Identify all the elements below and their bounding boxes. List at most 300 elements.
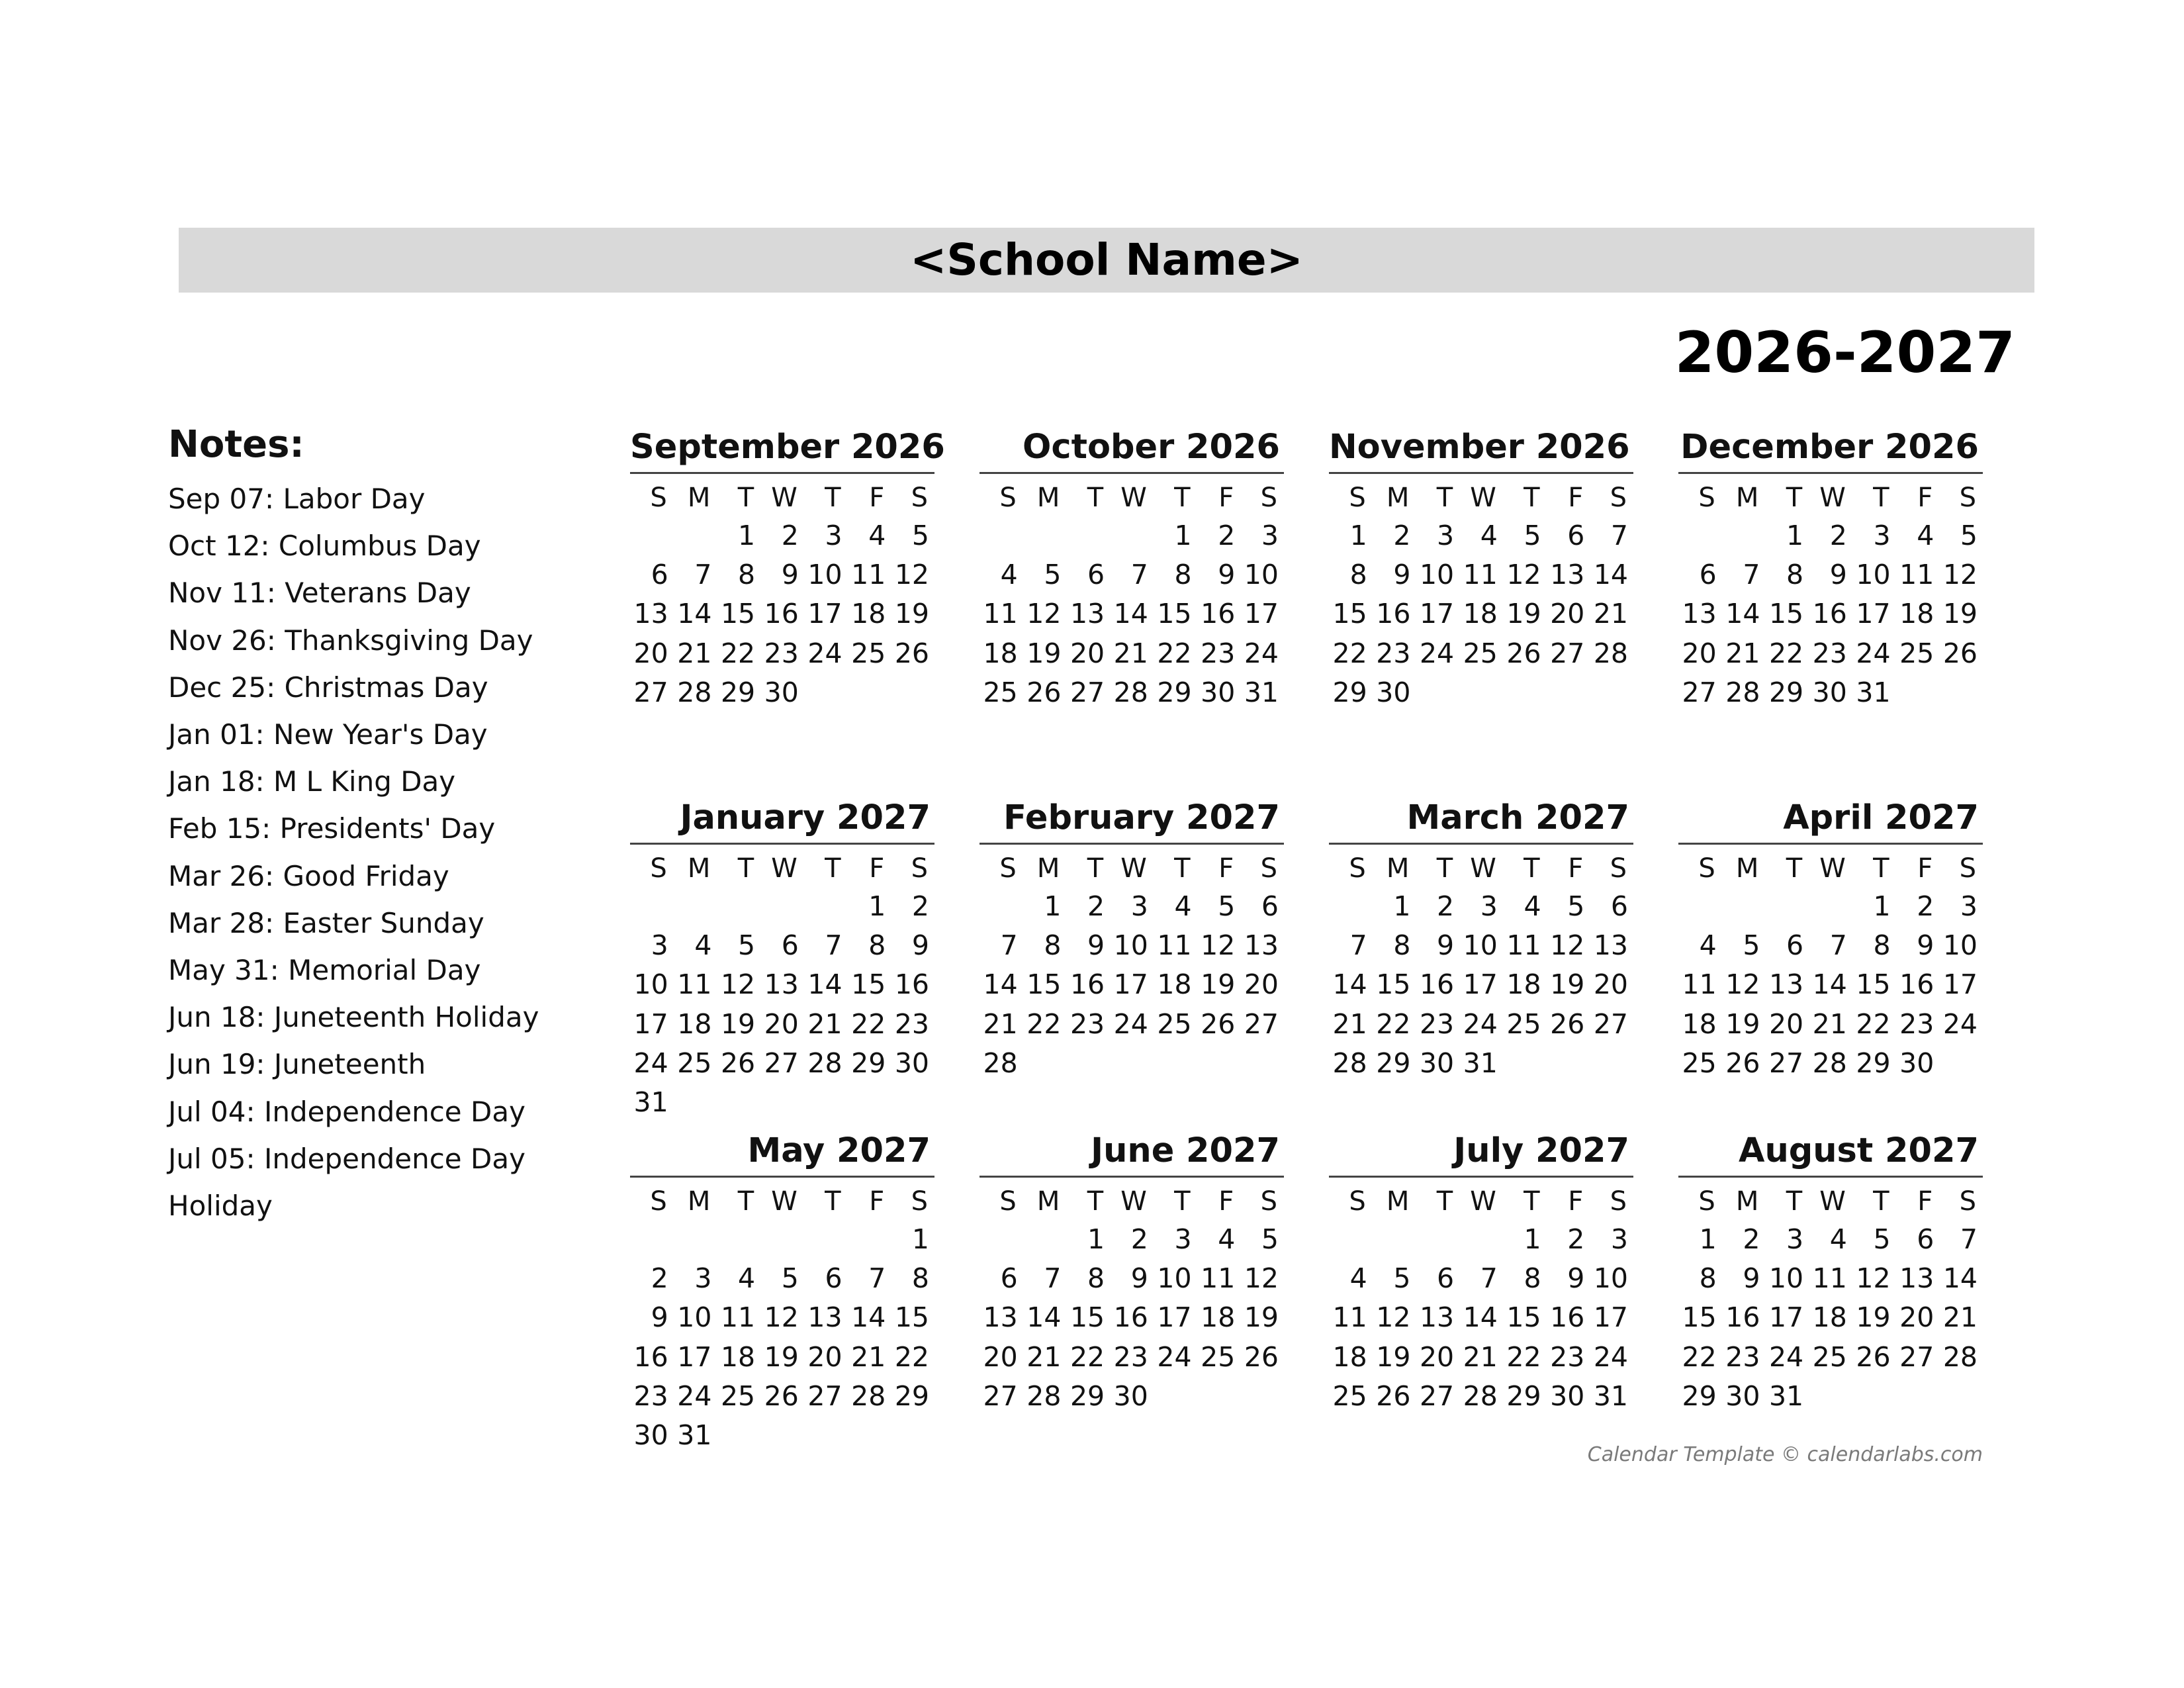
day-cell: 14 bbox=[1332, 968, 1367, 1001]
weekday-label: T bbox=[1436, 1186, 1453, 1217]
weekday-header-row bbox=[630, 1183, 934, 1220]
day-cell: 20 bbox=[807, 1340, 842, 1373]
day-cell: 6 bbox=[781, 929, 799, 962]
day-cell: 4 bbox=[1218, 1223, 1236, 1255]
day-cell: 29 bbox=[1506, 1380, 1541, 1412]
week-row bbox=[1678, 594, 1983, 633]
weekday-label: F bbox=[1917, 1186, 1933, 1217]
day-cell: 5 bbox=[1218, 890, 1236, 922]
day-cell: 25 bbox=[1506, 1008, 1541, 1040]
weekday-label: M bbox=[1386, 853, 1410, 884]
credit-text: Calendar Template © calendarlabs.com bbox=[1587, 1443, 1983, 1466]
month-title: November 2026 bbox=[1329, 428, 1630, 467]
day-cell: 24 bbox=[1942, 1008, 1978, 1040]
week-row bbox=[1678, 1338, 1983, 1377]
day-cell: 12 bbox=[1856, 1262, 1891, 1295]
day-cell: 19 bbox=[720, 1008, 756, 1040]
month-title: October 2026 bbox=[1023, 428, 1280, 467]
day-cell: 9 bbox=[1393, 559, 1411, 591]
day-cell: 22 bbox=[1157, 637, 1192, 669]
day-cell: 18 bbox=[677, 1008, 712, 1040]
day-cell: 1 bbox=[1044, 890, 1062, 922]
day-cell: 2 bbox=[1829, 520, 1847, 551]
day-cell: 17 bbox=[1768, 1301, 1804, 1334]
month-calendar bbox=[979, 427, 1284, 712]
day-cell: 1 bbox=[1873, 890, 1891, 922]
day-cell: 21 bbox=[1026, 1340, 1062, 1373]
day-cell: 4 bbox=[694, 929, 712, 962]
day-cell: 19 bbox=[1026, 637, 1062, 669]
day-cell: 25 bbox=[1812, 1340, 1847, 1373]
month-rule bbox=[1329, 472, 1633, 474]
day-cell: 28 bbox=[851, 1380, 886, 1412]
weekday-label: S bbox=[911, 853, 928, 884]
day-cell: 5 bbox=[911, 520, 929, 551]
day-cell: 7 bbox=[1743, 559, 1760, 591]
weekday-label: W bbox=[771, 483, 797, 513]
day-cell: 4 bbox=[1000, 559, 1018, 591]
weekday-header-row bbox=[630, 850, 934, 887]
day-cell: 13 bbox=[1069, 598, 1105, 630]
day-cell: 8 bbox=[738, 559, 756, 591]
day-cell: 19 bbox=[1725, 1008, 1760, 1040]
month-title: December 2026 bbox=[1680, 428, 1979, 467]
day-cell: 13 bbox=[1593, 929, 1628, 962]
empty-day-cell bbox=[630, 516, 674, 555]
weekday-label: T bbox=[1436, 483, 1453, 513]
empty-day-cell bbox=[1329, 887, 1373, 926]
day-cell: 18 bbox=[1201, 1301, 1236, 1334]
empty-day-cell bbox=[674, 516, 717, 555]
day-cell: 16 bbox=[764, 598, 799, 630]
day-cell: 26 bbox=[1550, 1008, 1585, 1040]
weekday-label: T bbox=[1436, 853, 1453, 884]
day-cell: 13 bbox=[1899, 1262, 1934, 1295]
week-row bbox=[979, 516, 1284, 555]
day-cell: 23 bbox=[633, 1380, 668, 1412]
day-cell: 22 bbox=[851, 1008, 886, 1040]
empty-day-cell bbox=[1809, 887, 1852, 926]
empty-day-cell bbox=[760, 1220, 804, 1259]
weekday-label: T bbox=[1174, 483, 1191, 513]
day-cell: 6 bbox=[1567, 520, 1585, 551]
month-title: July 2027 bbox=[1453, 1131, 1629, 1170]
day-cell: 23 bbox=[1113, 1340, 1148, 1373]
note-item: Dec 25: Christmas Day bbox=[168, 671, 488, 704]
day-cell: 6 bbox=[1917, 1223, 1934, 1255]
week-row bbox=[630, 516, 934, 555]
empty-day-cell bbox=[979, 887, 1023, 926]
empty-day-cell bbox=[630, 1220, 674, 1259]
day-cell: 30 bbox=[764, 676, 799, 708]
weekday-label: S bbox=[650, 1186, 667, 1217]
month-rule bbox=[979, 843, 1284, 845]
day-cell: 15 bbox=[1768, 598, 1804, 630]
day-cell: 3 bbox=[694, 1262, 712, 1295]
day-cell: 24 bbox=[1419, 637, 1455, 669]
day-cell: 10 bbox=[1942, 929, 1978, 962]
day-cell: 6 bbox=[651, 559, 668, 591]
day-cell: 16 bbox=[1812, 598, 1847, 630]
week-row bbox=[1329, 1298, 1633, 1337]
day-cell: 19 bbox=[1376, 1340, 1411, 1373]
day-cell: 20 bbox=[1244, 968, 1279, 1001]
day-cell: 25 bbox=[983, 676, 1018, 708]
empty-day-cell bbox=[674, 887, 717, 926]
day-cell: 27 bbox=[1419, 1380, 1455, 1412]
day-cell: 12 bbox=[1942, 559, 1978, 591]
day-cell: 20 bbox=[1419, 1340, 1455, 1373]
week-row bbox=[630, 1338, 934, 1377]
week-row bbox=[1329, 634, 1633, 673]
day-cell: 10 bbox=[1419, 559, 1455, 591]
week-row bbox=[630, 594, 934, 633]
note-item: Mar 26: Good Friday bbox=[168, 859, 449, 892]
day-cell: 5 bbox=[1261, 1223, 1279, 1255]
day-cell: 27 bbox=[1244, 1008, 1279, 1040]
day-cell: 21 bbox=[1463, 1340, 1498, 1373]
week-row bbox=[1678, 1220, 1983, 1259]
day-cell: 17 bbox=[1113, 968, 1148, 1001]
weekday-label: S bbox=[911, 483, 928, 513]
month-title: April 2027 bbox=[1783, 798, 1979, 837]
day-cell: 26 bbox=[720, 1047, 756, 1079]
day-cell: 18 bbox=[720, 1340, 756, 1373]
day-cell: 7 bbox=[1960, 1223, 1978, 1255]
weekday-label: S bbox=[1698, 853, 1715, 884]
week-row bbox=[1678, 965, 1983, 1004]
day-cell: 17 bbox=[1419, 598, 1455, 630]
day-cell: 7 bbox=[1000, 929, 1018, 962]
day-cell: 27 bbox=[1682, 676, 1717, 708]
day-cell: 20 bbox=[1899, 1301, 1934, 1334]
empty-day-cell bbox=[1459, 1220, 1503, 1259]
day-cell: 11 bbox=[1682, 968, 1717, 1001]
month-rule bbox=[630, 472, 934, 474]
day-cell: 2 bbox=[1130, 1223, 1148, 1255]
weekday-label: T bbox=[737, 1186, 754, 1217]
weekday-label: S bbox=[999, 1186, 1017, 1217]
day-cell: 7 bbox=[1349, 929, 1367, 962]
week-row bbox=[979, 965, 1284, 1004]
day-cell: 23 bbox=[1725, 1340, 1760, 1373]
day-cell: 5 bbox=[1960, 520, 1978, 551]
day-cell: 14 bbox=[983, 968, 1018, 1001]
week-row bbox=[1329, 965, 1633, 1004]
day-cell: 21 bbox=[1332, 1008, 1367, 1040]
day-cell: 13 bbox=[1550, 559, 1585, 591]
day-cell: 30 bbox=[1419, 1047, 1455, 1079]
weekday-label: T bbox=[1174, 1186, 1191, 1217]
week-row bbox=[1329, 1338, 1633, 1377]
week-row bbox=[630, 1298, 934, 1337]
weekday-label: S bbox=[1260, 483, 1277, 513]
week-row bbox=[630, 1416, 934, 1455]
day-cell: 12 bbox=[1244, 1262, 1279, 1295]
weekday-label: T bbox=[1873, 853, 1889, 884]
weekday-label: T bbox=[1524, 1186, 1540, 1217]
day-cell: 5 bbox=[738, 929, 756, 962]
day-cell: 20 bbox=[1593, 968, 1628, 1001]
weekday-label: T bbox=[1786, 483, 1803, 513]
day-cell: 4 bbox=[1480, 520, 1498, 551]
week-row bbox=[1678, 516, 1983, 555]
weekday-label: M bbox=[1386, 483, 1410, 513]
weekday-label: W bbox=[771, 1186, 797, 1217]
day-cell: 9 bbox=[1087, 929, 1105, 962]
day-cell: 7 bbox=[1480, 1262, 1498, 1295]
weekday-label: W bbox=[1120, 853, 1147, 884]
day-cell: 22 bbox=[1332, 637, 1367, 669]
day-cell: 20 bbox=[633, 637, 668, 669]
weekday-label: S bbox=[999, 853, 1017, 884]
day-cell: 14 bbox=[677, 598, 712, 630]
week-row bbox=[1678, 887, 1983, 926]
day-cell: 29 bbox=[1332, 676, 1367, 708]
day-cell: 7 bbox=[825, 929, 842, 962]
day-cell: 27 bbox=[1768, 1047, 1804, 1079]
day-cell: 25 bbox=[1332, 1380, 1367, 1412]
weekday-label: W bbox=[1819, 853, 1846, 884]
day-cell: 19 bbox=[1942, 598, 1978, 630]
day-cell: 25 bbox=[851, 637, 886, 669]
weekday-label: T bbox=[1786, 853, 1803, 884]
week-row bbox=[979, 634, 1284, 673]
day-cell: 16 bbox=[1376, 598, 1411, 630]
weekday-label: S bbox=[1260, 1186, 1277, 1217]
day-cell: 27 bbox=[1899, 1340, 1934, 1373]
day-cell: 14 bbox=[1725, 598, 1760, 630]
day-cell: 10 bbox=[1463, 929, 1498, 962]
week-row bbox=[979, 673, 1284, 712]
day-cell: 25 bbox=[1682, 1047, 1717, 1079]
week-row bbox=[1678, 1005, 1983, 1044]
day-cell: 23 bbox=[1069, 1008, 1105, 1040]
week-row bbox=[1329, 555, 1633, 594]
day-cell: 18 bbox=[1157, 968, 1192, 1001]
empty-day-cell bbox=[717, 1220, 760, 1259]
weekday-label: T bbox=[1873, 1186, 1889, 1217]
weekday-label: W bbox=[1470, 1186, 1496, 1217]
day-cell: 25 bbox=[1157, 1008, 1192, 1040]
day-cell: 27 bbox=[764, 1047, 799, 1079]
week-row bbox=[630, 1220, 934, 1259]
month-calendar bbox=[1678, 798, 1983, 1083]
empty-day-cell bbox=[804, 1220, 848, 1259]
day-cell: 26 bbox=[1244, 1340, 1279, 1373]
day-cell: 26 bbox=[894, 637, 929, 669]
day-cell: 15 bbox=[720, 598, 756, 630]
day-cell: 6 bbox=[1087, 559, 1105, 591]
week-row bbox=[1329, 1259, 1633, 1298]
week-row bbox=[979, 1005, 1284, 1044]
year-title: 2026-2027 bbox=[1674, 320, 2015, 386]
day-cell: 30 bbox=[1113, 1380, 1148, 1412]
day-cell: 28 bbox=[1593, 637, 1628, 669]
week-row bbox=[630, 965, 934, 1004]
day-cell: 24 bbox=[1463, 1008, 1498, 1040]
day-cell: 18 bbox=[1899, 598, 1934, 630]
note-item: Jul 04: Independence Day bbox=[168, 1095, 525, 1128]
month-title: February 2027 bbox=[1003, 798, 1280, 837]
day-cell: 19 bbox=[1856, 1301, 1891, 1334]
weekday-label: T bbox=[1087, 483, 1104, 513]
day-cell: 10 bbox=[677, 1301, 712, 1334]
month-calendar bbox=[1678, 427, 1983, 712]
day-cell: 18 bbox=[1463, 598, 1498, 630]
day-cell: 31 bbox=[677, 1419, 712, 1451]
day-cell: 12 bbox=[894, 559, 929, 591]
day-cell: 23 bbox=[894, 1008, 929, 1040]
day-cell: 30 bbox=[1725, 1380, 1760, 1412]
day-cell: 8 bbox=[1174, 559, 1192, 591]
day-cell: 28 bbox=[1942, 1340, 1978, 1373]
day-cell: 11 bbox=[677, 968, 712, 1001]
day-cell: 6 bbox=[1437, 1262, 1455, 1295]
day-cell: 14 bbox=[1026, 1301, 1062, 1334]
empty-day-cell bbox=[1373, 1220, 1416, 1259]
day-cell: 10 bbox=[1768, 1262, 1804, 1295]
month-calendar bbox=[1329, 1131, 1633, 1416]
day-cell: 23 bbox=[1550, 1340, 1585, 1373]
day-cell: 19 bbox=[1550, 968, 1585, 1001]
month-title: June 2027 bbox=[1091, 1131, 1280, 1170]
day-cell: 26 bbox=[1942, 637, 1978, 669]
day-cell: 5 bbox=[1393, 1262, 1411, 1295]
empty-day-cell bbox=[979, 516, 1023, 555]
weekday-header-row bbox=[1329, 850, 1633, 887]
day-cell: 26 bbox=[1026, 676, 1062, 708]
day-cell: 2 bbox=[911, 890, 929, 922]
weekday-label: M bbox=[1386, 1186, 1410, 1217]
day-cell: 23 bbox=[1812, 637, 1847, 669]
weekday-label: S bbox=[1349, 483, 1366, 513]
day-cell: 30 bbox=[1376, 676, 1411, 708]
day-cell: 29 bbox=[1682, 1380, 1717, 1412]
weekday-label: S bbox=[1610, 853, 1627, 884]
week-row bbox=[1329, 1044, 1633, 1083]
day-cell: 29 bbox=[720, 676, 756, 708]
note-item: Jul 05: Independence Day bbox=[168, 1142, 525, 1175]
day-cell: 11 bbox=[1506, 929, 1541, 962]
note-item: Holiday bbox=[168, 1190, 273, 1223]
weekday-label: M bbox=[1735, 853, 1759, 884]
day-cell: 9 bbox=[1218, 559, 1236, 591]
month-title: January 2027 bbox=[680, 798, 931, 837]
day-cell: 31 bbox=[1768, 1380, 1804, 1412]
day-cell: 10 bbox=[1856, 559, 1891, 591]
week-row bbox=[630, 1259, 934, 1298]
day-cell: 24 bbox=[633, 1047, 668, 1079]
day-cell: 12 bbox=[1550, 929, 1585, 962]
day-cell: 3 bbox=[825, 520, 842, 551]
day-cell: 9 bbox=[1567, 1262, 1585, 1295]
day-cell: 8 bbox=[1044, 929, 1062, 962]
weekday-label: W bbox=[1819, 483, 1846, 513]
weekday-label: F bbox=[1568, 483, 1584, 513]
week-row bbox=[1329, 926, 1633, 965]
weekday-header-row bbox=[1678, 850, 1983, 887]
day-cell: 13 bbox=[983, 1301, 1018, 1334]
day-cell: 11 bbox=[1157, 929, 1192, 962]
day-cell: 3 bbox=[1437, 520, 1455, 551]
day-cell: 4 bbox=[1829, 1223, 1847, 1255]
day-cell: 15 bbox=[1856, 968, 1891, 1001]
day-cell: 7 bbox=[868, 1262, 886, 1295]
weekday-label: F bbox=[1218, 1186, 1234, 1217]
week-row bbox=[1329, 594, 1633, 633]
day-cell: 9 bbox=[781, 559, 799, 591]
day-cell: 18 bbox=[983, 637, 1018, 669]
week-row bbox=[630, 634, 934, 673]
day-cell: 21 bbox=[677, 637, 712, 669]
weekday-header-row bbox=[979, 850, 1284, 887]
week-row bbox=[630, 1377, 934, 1416]
day-cell: 3 bbox=[1873, 520, 1891, 551]
weekday-label: M bbox=[1036, 853, 1060, 884]
empty-day-cell bbox=[979, 1220, 1023, 1259]
day-cell: 28 bbox=[677, 676, 712, 708]
day-cell: 8 bbox=[1349, 559, 1367, 591]
day-cell: 2 bbox=[1393, 520, 1411, 551]
day-cell: 4 bbox=[1524, 890, 1541, 922]
day-cell: 22 bbox=[720, 637, 756, 669]
weekday-label: W bbox=[1120, 483, 1147, 513]
day-cell: 22 bbox=[1768, 637, 1804, 669]
empty-day-cell bbox=[1678, 516, 1722, 555]
day-cell: 29 bbox=[1856, 1047, 1891, 1079]
day-cell: 17 bbox=[633, 1008, 668, 1040]
day-cell: 1 bbox=[1087, 1223, 1105, 1255]
weekday-label: S bbox=[1959, 853, 1976, 884]
day-cell: 12 bbox=[1026, 598, 1062, 630]
day-cell: 29 bbox=[1376, 1047, 1411, 1079]
day-cell: 19 bbox=[1506, 598, 1541, 630]
week-row bbox=[630, 1005, 934, 1044]
weekday-label: S bbox=[1260, 853, 1277, 884]
day-cell: 11 bbox=[720, 1301, 756, 1334]
day-cell: 4 bbox=[868, 520, 886, 551]
day-cell: 10 bbox=[1593, 1262, 1628, 1295]
day-cell: 1 bbox=[1524, 1223, 1541, 1255]
empty-day-cell bbox=[1023, 516, 1067, 555]
day-cell: 9 bbox=[911, 929, 929, 962]
day-cell: 9 bbox=[1917, 929, 1934, 962]
weekday-label: F bbox=[1218, 483, 1234, 513]
weekday-label: F bbox=[869, 853, 885, 884]
week-row bbox=[1678, 1298, 1983, 1337]
weekday-label: S bbox=[1349, 1186, 1366, 1217]
weekday-label: F bbox=[1218, 853, 1234, 884]
day-cell: 25 bbox=[720, 1380, 756, 1412]
weekday-label: W bbox=[1470, 483, 1496, 513]
day-cell: 16 bbox=[1725, 1301, 1760, 1334]
day-cell: 7 bbox=[1044, 1262, 1062, 1295]
day-cell: 8 bbox=[911, 1262, 929, 1295]
empty-day-cell bbox=[1110, 516, 1154, 555]
day-cell: 12 bbox=[1201, 929, 1236, 962]
empty-day-cell bbox=[804, 887, 848, 926]
day-cell: 2 bbox=[1087, 890, 1105, 922]
day-cell: 3 bbox=[1610, 1223, 1628, 1255]
day-cell: 12 bbox=[720, 968, 756, 1001]
day-cell: 2 bbox=[1437, 890, 1455, 922]
day-cell: 11 bbox=[1899, 559, 1934, 591]
day-cell: 10 bbox=[807, 559, 842, 591]
day-cell: 24 bbox=[807, 637, 842, 669]
day-cell: 17 bbox=[1856, 598, 1891, 630]
day-cell: 28 bbox=[1113, 676, 1148, 708]
